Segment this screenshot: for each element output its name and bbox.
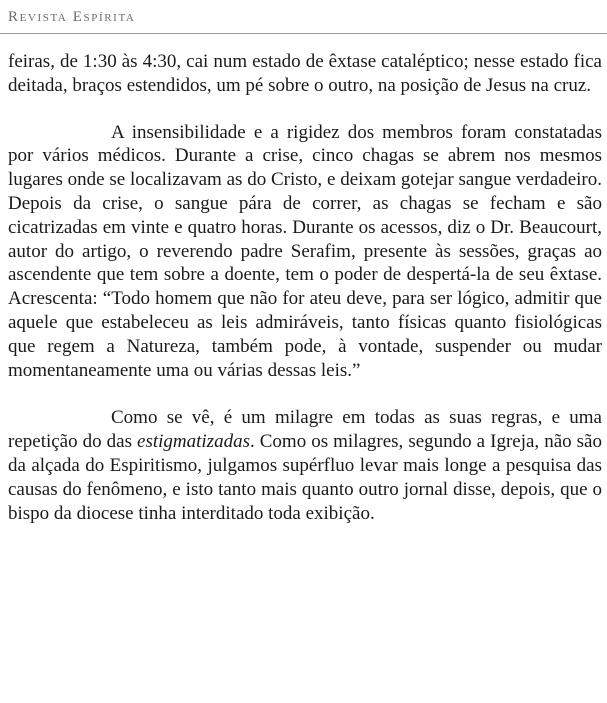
- header-rule: [0, 33, 607, 34]
- body-text: [8, 50, 602, 525]
- paragraph-1: feiras, de 1:30 às 4:30, cai num estado de êxtase cataléptico; nesse estado fica deitada, braços estendidos, um pé sobre o outro, na posição de Jesus na cruz.: [8, 51, 602, 96]
- paragraph-3-text-start: Como se vê, é um milagre em todas as suas regras, e uma repetição do das: [8, 407, 602, 453]
- paragraph-3: [8, 406, 602, 525]
- paragraph-2: A insensibilidade e a rigidez dos membros foram constatadas por vários médicos. Durante a crise, cinco chagas se abrem nos mesmos lugares onde se localizavam as do Cristo, e deixam gotejar sangue verdadeiro. Depois da crise, o sangue pára de correr, as chagas se fecham e são cicatrizadas em vinte e quatro horas. Durante os acessos, diz o Dr. Beaucourt, autor do artigo, o reverendo padre Serafim, presente às sessões, graças ao ascendente que tem sobre a doente, tem o poder de despertá-la de seu êxtase. Acrescenta: “Todo homem que não for ateu deve, para ser lógico, admitir que aquele que estabeleceu as leis admiráveis, tanto físicas quanto fisiológicas que regem a Natureza, também pode, à vontade, suspender ou mudar momentaneamente uma ou várias dessas leis.”: [8, 121, 602, 381]
- running-head-title: Revista Espírita: [8, 9, 136, 25]
- paragraph-3-emphasis: estigmatizadas: [137, 431, 250, 453]
- paragraph-3-text-end: . Como os milagres, segundo a Igreja, não são da alçada do Espiritismo, julgamos supérfluo levar mais longe a pesquisa das causas do fenômeno, e isto tanto mais quanto outro jornal disse, depois, que o bispo da diocese tinha interditado toda exibição.: [8, 431, 602, 524]
